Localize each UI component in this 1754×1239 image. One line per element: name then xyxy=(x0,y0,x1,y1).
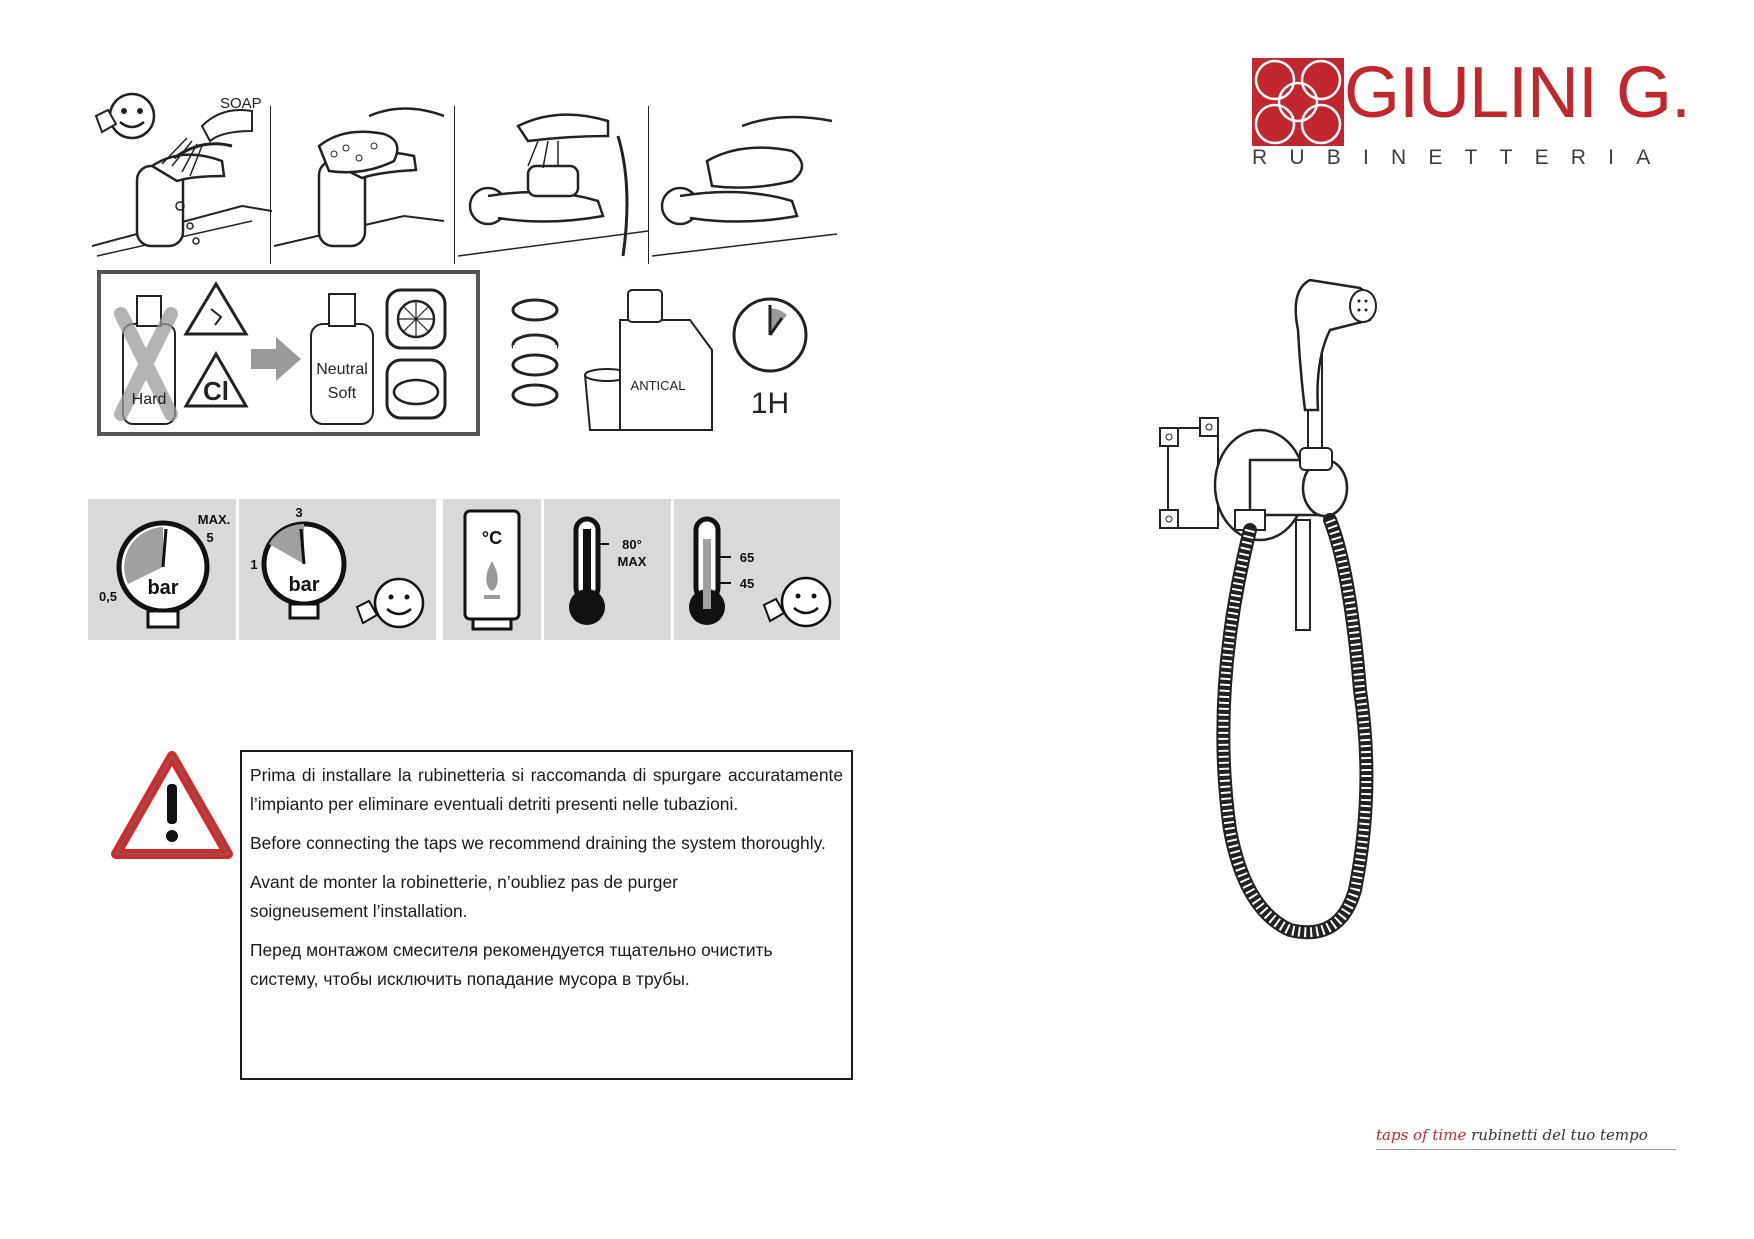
celsius-label: °C xyxy=(481,528,503,548)
brand-slogan xyxy=(1376,1126,1676,1156)
tap-soap-illustration xyxy=(92,86,272,266)
warning-russian: Перед монтажом смесителя рекомендуется тщательно очистить систему, чтобы исключить попадание мусора в трубы. xyxy=(250,940,773,989)
water-heater-icon xyxy=(443,499,541,640)
min-value: 0,5 xyxy=(98,589,118,604)
duration-label: 1H xyxy=(750,387,790,420)
recommended-pressure-gauge xyxy=(239,499,436,640)
care-instructions-strip xyxy=(92,95,837,264)
warning-italian: Prima di installare la rubinetteria si raccomanda di spurgare accuratamente l’impianto per eliminare eventuali detriti presenti nelle tubazioni. xyxy=(250,765,843,814)
rec-temp-high: 65 xyxy=(739,550,755,565)
warning-text-box xyxy=(240,750,853,1080)
warning-english: Before connecting the taps we recommend draining the system thoroughly. xyxy=(250,833,826,853)
rec-temp-low: 45 xyxy=(739,576,755,591)
hard-label: Hard xyxy=(131,391,167,408)
rec-left-value: 1 xyxy=(250,557,258,572)
brand-monogram-icon xyxy=(1252,58,1344,146)
warning-triangle-icon xyxy=(110,750,234,862)
recommended-temperature-thermometer xyxy=(674,499,840,640)
warning-french: Avant de monter la robinetterie, n’oubliez pas de purger soigneusement l’installation. xyxy=(250,872,678,921)
slogan-dark: rubinetti del tuo tempo xyxy=(1471,1126,1648,1144)
slogan-red: taps of time xyxy=(1376,1126,1467,1144)
soft-label: Soft xyxy=(327,385,357,402)
max-temp-word: MAX xyxy=(617,554,647,569)
brand-name: GIULINI G. xyxy=(1344,53,1691,133)
pressure-unit: bar xyxy=(147,577,179,599)
rec-top-value: 3 xyxy=(295,505,303,520)
descaling-illustration xyxy=(490,280,825,440)
brand-logo xyxy=(1252,53,1702,178)
cleaning-products-box xyxy=(97,270,480,436)
max-value: 5 xyxy=(206,530,214,545)
max-temperature-thermometer xyxy=(544,499,671,640)
pressure-temperature-strip xyxy=(88,499,840,640)
bidet-shower-product-drawing xyxy=(1150,270,1480,1040)
wall-tap-shower-illustration xyxy=(458,106,648,264)
max-pressure-gauge xyxy=(88,499,236,640)
cleaning-products-illustration xyxy=(101,274,476,432)
soap-label: SOAP xyxy=(220,95,262,112)
brand-subtitle: RUBINETTERIA xyxy=(1252,146,1673,169)
max-temp-value: 80° xyxy=(622,537,642,552)
neutral-label: Neutral xyxy=(316,361,368,378)
rec-pressure-unit: bar xyxy=(288,574,320,596)
wall-tap-cloth-illustration xyxy=(652,106,837,264)
max-label: MAX. xyxy=(197,512,231,527)
tap-cloth-illustration xyxy=(274,106,444,264)
slogan-underline xyxy=(1376,1149,1676,1150)
chlorine-label: Cl xyxy=(203,376,229,406)
antical-label: ANTICAL xyxy=(630,378,686,393)
